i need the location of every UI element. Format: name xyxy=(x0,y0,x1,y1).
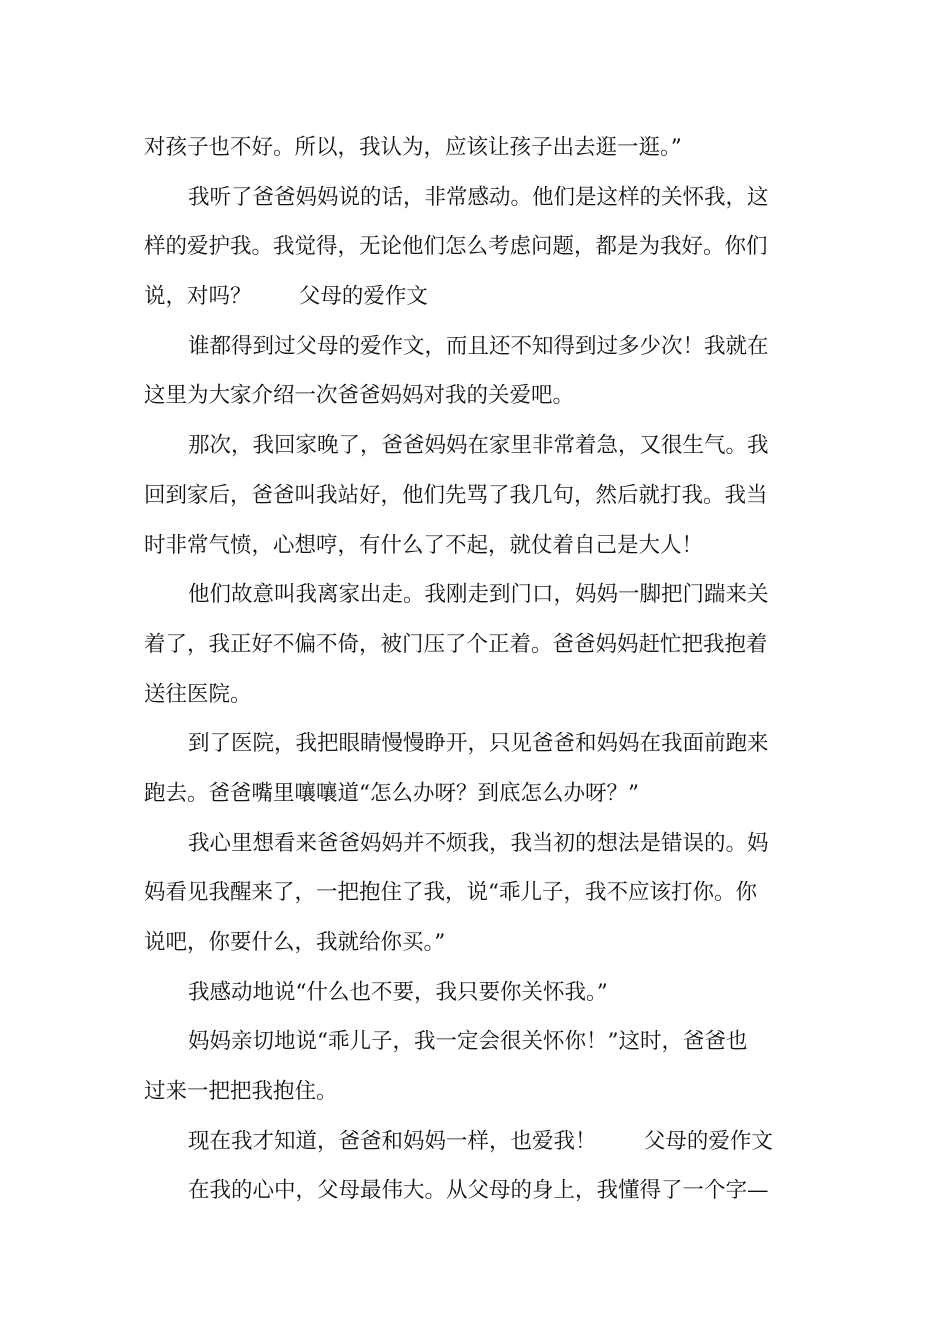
line-text: 说吧，你要什么，我就给你买。” xyxy=(144,930,446,955)
text-line xyxy=(144,923,808,973)
line-text: 说，对吗？ xyxy=(144,284,252,310)
text-line xyxy=(144,426,808,476)
text-line xyxy=(144,178,808,228)
text-line xyxy=(144,277,808,327)
line-text: 这里为大家介绍一次爸爸妈妈对我的关爱吧。 xyxy=(144,383,575,409)
essay-text xyxy=(144,128,808,1221)
essay-title: 父母的爱作文 xyxy=(643,1128,773,1154)
text-line xyxy=(144,376,808,426)
line-text: 我听了爸爸妈妈说的话，非常感动。他们是这样的关怀我，这 xyxy=(188,184,769,210)
text-line xyxy=(144,128,808,178)
text-line xyxy=(144,1171,808,1221)
line-text: 在我的心中，父母最伟大。从父母的身上，我懂得了一个字— xyxy=(188,1178,769,1204)
line-text: 送往医院。 xyxy=(144,681,252,707)
line-text: 我心里想看来爸爸妈妈并不烦我，我当初的想法是错误的。妈 xyxy=(188,830,769,856)
text-line xyxy=(144,575,808,625)
line-text: 到了医院，我把眼睛慢慢睁开，只见爸爸和妈妈在我面前跑来 xyxy=(188,731,769,757)
text-line xyxy=(144,973,808,1023)
text-line xyxy=(144,824,808,874)
text-line xyxy=(144,675,808,725)
line-text: 谁都得到过父母的爱作文，而且还不知得到过多少次！我就在 xyxy=(188,333,769,359)
text-line xyxy=(144,1122,808,1172)
line-text: 跑去。爸爸嘴里嚷嚷道“怎么办呀？到底怎么办呀？” xyxy=(144,780,639,806)
text-line xyxy=(144,476,808,526)
line-text: 对孩子也不好。所以，我认为，应该让孩子出去逛一逛。” xyxy=(144,135,682,160)
text-line xyxy=(144,625,808,675)
line-text: 我感动地说“什么也不要，我只要你关怀我。” xyxy=(188,979,608,1005)
text-line xyxy=(144,227,808,277)
text-line xyxy=(144,1072,808,1122)
text-line xyxy=(144,526,808,576)
line-text: 着了，我正好不偏不倚，被门压了个正着。爸爸妈妈赶忙把我抱着 xyxy=(144,631,768,657)
text-line xyxy=(144,327,808,377)
line-text: 那次，我回家晚了，爸爸妈妈在家里非常着急，又很生气。我 xyxy=(188,433,769,459)
line-text: 现在我才知道，爸爸和妈妈一样，也爱我！ xyxy=(188,1128,597,1154)
line-text: 回到家后，爸爸叫我站好，他们先骂了我几句，然后就打我。我当 xyxy=(144,482,768,508)
text-line xyxy=(144,873,808,923)
text-line xyxy=(144,774,808,824)
line-text: 他们故意叫我离家出走。我刚走到门口，妈妈一脚把门踹来关 xyxy=(188,582,769,608)
line-text: 时非常气愤，心想哼，有什么了不起，就仗着自己是大人！ xyxy=(144,532,704,558)
text-line xyxy=(144,724,808,774)
text-line xyxy=(144,1022,808,1072)
line-text: 妈看见我醒来了，一把抱住了我，说“乖儿子，我不应该打你。你 xyxy=(144,880,757,906)
line-text: 样的爱护我。我觉得，无论他们怎么考虑问题，都是为我好。你们 xyxy=(144,234,768,260)
line-text: 妈妈亲切地说“乖儿子，我一定会很关怀你！”这时，爸爸也 xyxy=(188,1029,748,1055)
essay-title: 父母的爱作文 xyxy=(298,284,428,310)
line-text: 过来一把把我抱住。 xyxy=(144,1079,338,1105)
